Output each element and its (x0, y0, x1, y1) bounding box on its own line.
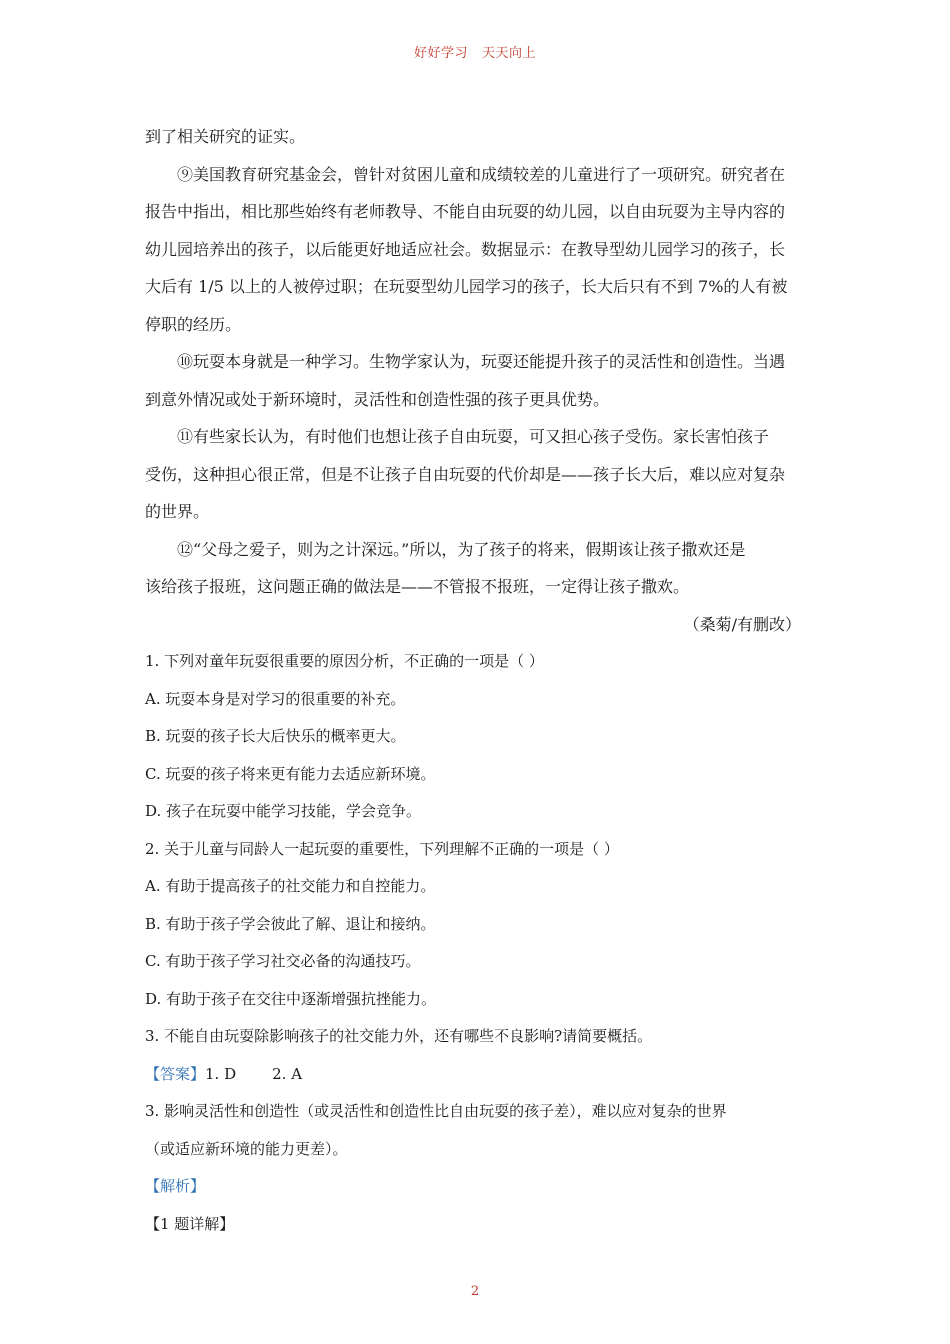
paragraph-10-line: ⑩玩耍本身就是一种学习。生物学家认为，玩耍还能提升孩子的灵活性和创造性。当遇 (177, 352, 786, 371)
question-2-option-b: B. 有助于孩子学会彼此了解、退让和接纳。 (145, 914, 436, 933)
paragraph-11-line: ⑪有些家长认为，有时他们也想让孩子自由玩耍，可又担心孩子受伤。家长害怕孩子 (177, 427, 770, 446)
answer-3-line: （或适应新环境的能力更差）。 (145, 1139, 348, 1158)
paragraph-9-line: ⑨美国教育研究基金会，曾针对贫困儿童和成绩较差的儿童进行了一项研究。研究者在 (177, 164, 786, 184)
paragraph-11-line: 受伤，这种担心很正常，但是不让孩子自由玩耍的代价却是——孩子长大后，难以应对复杂 (145, 464, 786, 484)
question-1-stem: 1. 下列对童年玩耍很重要的原因分析，不正确的一项是（ ） (145, 652, 544, 670)
answer-tag: 【答案】 (145, 1064, 206, 1083)
passage-source: （桑菊/有删改） (683, 614, 801, 634)
answer-3-line: 3. 影响灵活性和创造性（或灵活性和创造性比自由玩耍的孩子差），难以应对复杂的世界 (145, 1102, 727, 1120)
analysis-detail-heading: 【1 题详解】 (145, 1214, 235, 1233)
paragraph-9-line: 报告中指出，相比那些始终有老师教导、不能自由玩耍的幼儿园，以自由玩耍为主导内容的 (145, 202, 786, 221)
answer-2: 2. A (272, 1064, 303, 1083)
page-header (0, 42, 950, 61)
paragraph-12-line: ⑫“父母之爱子，则为之计深远。”所以，为了孩子的将来，假期该让孩子撒欢还是 (177, 539, 746, 559)
question-2-option-d: D. 有助于孩子在交往中逐渐增强抗挫能力。 (145, 989, 437, 1008)
paragraph-12-line: 该给孩子报班，这问题正确的做法是——不管报不报班，一定得让孩子撒欢。 (145, 577, 690, 596)
header-right-text: 天天向上 (482, 46, 537, 61)
paragraph-9-line: 幼儿园培养出的孩子，以后能更好地适应社会。数据显示：在教导型幼儿园学习的孩子，长 (145, 239, 786, 259)
paragraph-9-line: 大后有 1/5 以上的人被停过职；在玩耍型幼儿园学习的孩子，长大后只有不到 7%的人有被 (145, 277, 788, 296)
paragraph-11-line: 的世界。 (145, 502, 210, 521)
answer-1: 1. D (205, 1064, 237, 1083)
header-left-text: 好好学习 (413, 46, 468, 61)
question-1-option-b: B. 玩耍的孩子长大后快乐的概率更大。 (145, 727, 406, 745)
question-2-option-c: C. 有助于孩子学习社交必备的沟通技巧。 (145, 952, 421, 970)
question-1-option-c: C. 玩耍的孩子将来更有能力去适应新环境。 (145, 764, 436, 783)
question-1-option-d: D. 孩子在玩耍中能学习技能，学会竞争。 (145, 802, 422, 820)
paragraph-10-line: 到意外情况或处于新环境时，灵活性和创造性强的孩子更具优势。 (145, 389, 610, 409)
page-number: 2 (470, 1284, 480, 1299)
question-3-stem: 3. 不能自由玩耍除影响孩子的社交能力外，还有哪些不良影响?请简要概括。 (145, 1027, 653, 1045)
question-1-option-a: A. 玩耍本身是对学习的很重要的补充。 (145, 689, 406, 708)
paragraph-9-line: 停职的经历。 (145, 314, 242, 334)
paragraph-8-tail: 到了相关研究的证实。 (145, 127, 306, 146)
question-2-stem: 2. 关于儿童与同龄人一起玩耍的重要性，下列理解不正确的一项是（ ） (145, 839, 619, 858)
answer-line (145, 1056, 807, 1094)
document-body (145, 118, 807, 1243)
question-2-option-a: A. 有助于提高孩子的社交能力和自控能力。 (145, 877, 436, 895)
analysis-tag: 【解析】 (145, 1177, 206, 1195)
